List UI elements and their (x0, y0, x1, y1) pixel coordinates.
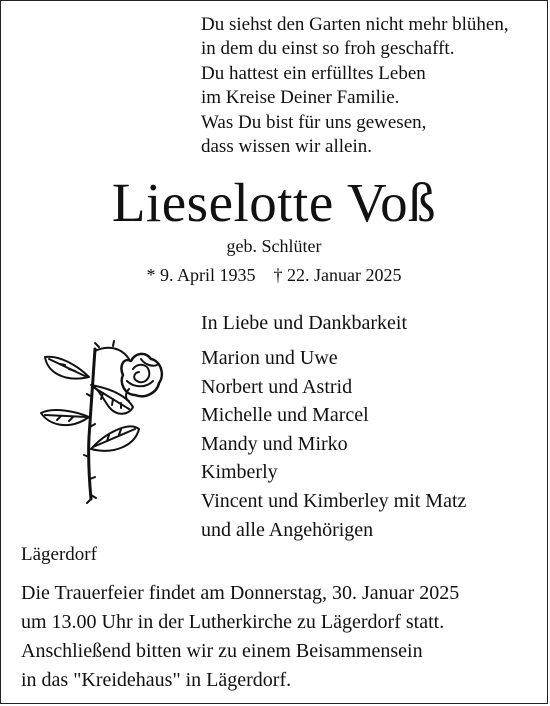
rose-illustration-icon (29, 337, 189, 507)
funeral-line: Die Trauerfeier findet am Donnerstag, 30. Januar 2025 (21, 582, 460, 604)
list-item: Vincent und Kimberley mit Matz (201, 489, 467, 512)
funeral-line: in das "Kreidehaus" in Lägerdorf. (21, 669, 292, 691)
poem (201, 13, 509, 159)
funeral-line: um 13.00 Uhr in der Lutherkirche zu Lägerdorf statt. (21, 611, 445, 633)
list-item: Marion und Uwe (201, 347, 338, 369)
mourners-list (201, 344, 466, 544)
poem-line: im Kreise Deiner Familie. (201, 87, 400, 109)
death-date: † 22. Januar 2025 (273, 265, 402, 285)
birth-date: * 9. April 1935 (146, 265, 256, 285)
list-item: Norbert und Astrid (201, 375, 353, 398)
life-dates (1, 264, 547, 286)
thanks-line: In Liebe und Dankbarkeit (201, 312, 408, 334)
funeral-line: Anschließend bitten wir zu einem Beisammensein (21, 640, 423, 662)
maiden-name: geb. Schlüter (226, 236, 322, 256)
list-item: und alle Angehörigen (201, 518, 374, 541)
poem-line: Du siehst den Garten nicht mehr blühen, (201, 14, 509, 35)
poem-line: Du hattest ein erfülltes Leben (201, 62, 426, 84)
poem-line: Was Du bist für uns gewesen, (201, 111, 427, 133)
deceased-name: Lieselotte Voß (111, 172, 437, 233)
list-item: Kimberly (201, 461, 278, 484)
list-item: Mandy und Mirko (201, 432, 348, 455)
place-name: Lägerdorf (21, 544, 97, 565)
funeral-notice (21, 579, 459, 695)
list-item: Michelle und Marcel (201, 404, 369, 427)
poem-line: in dem du einst so froh geschafft. (201, 38, 455, 60)
poem-line: dass wissen wir allein. (201, 136, 372, 158)
